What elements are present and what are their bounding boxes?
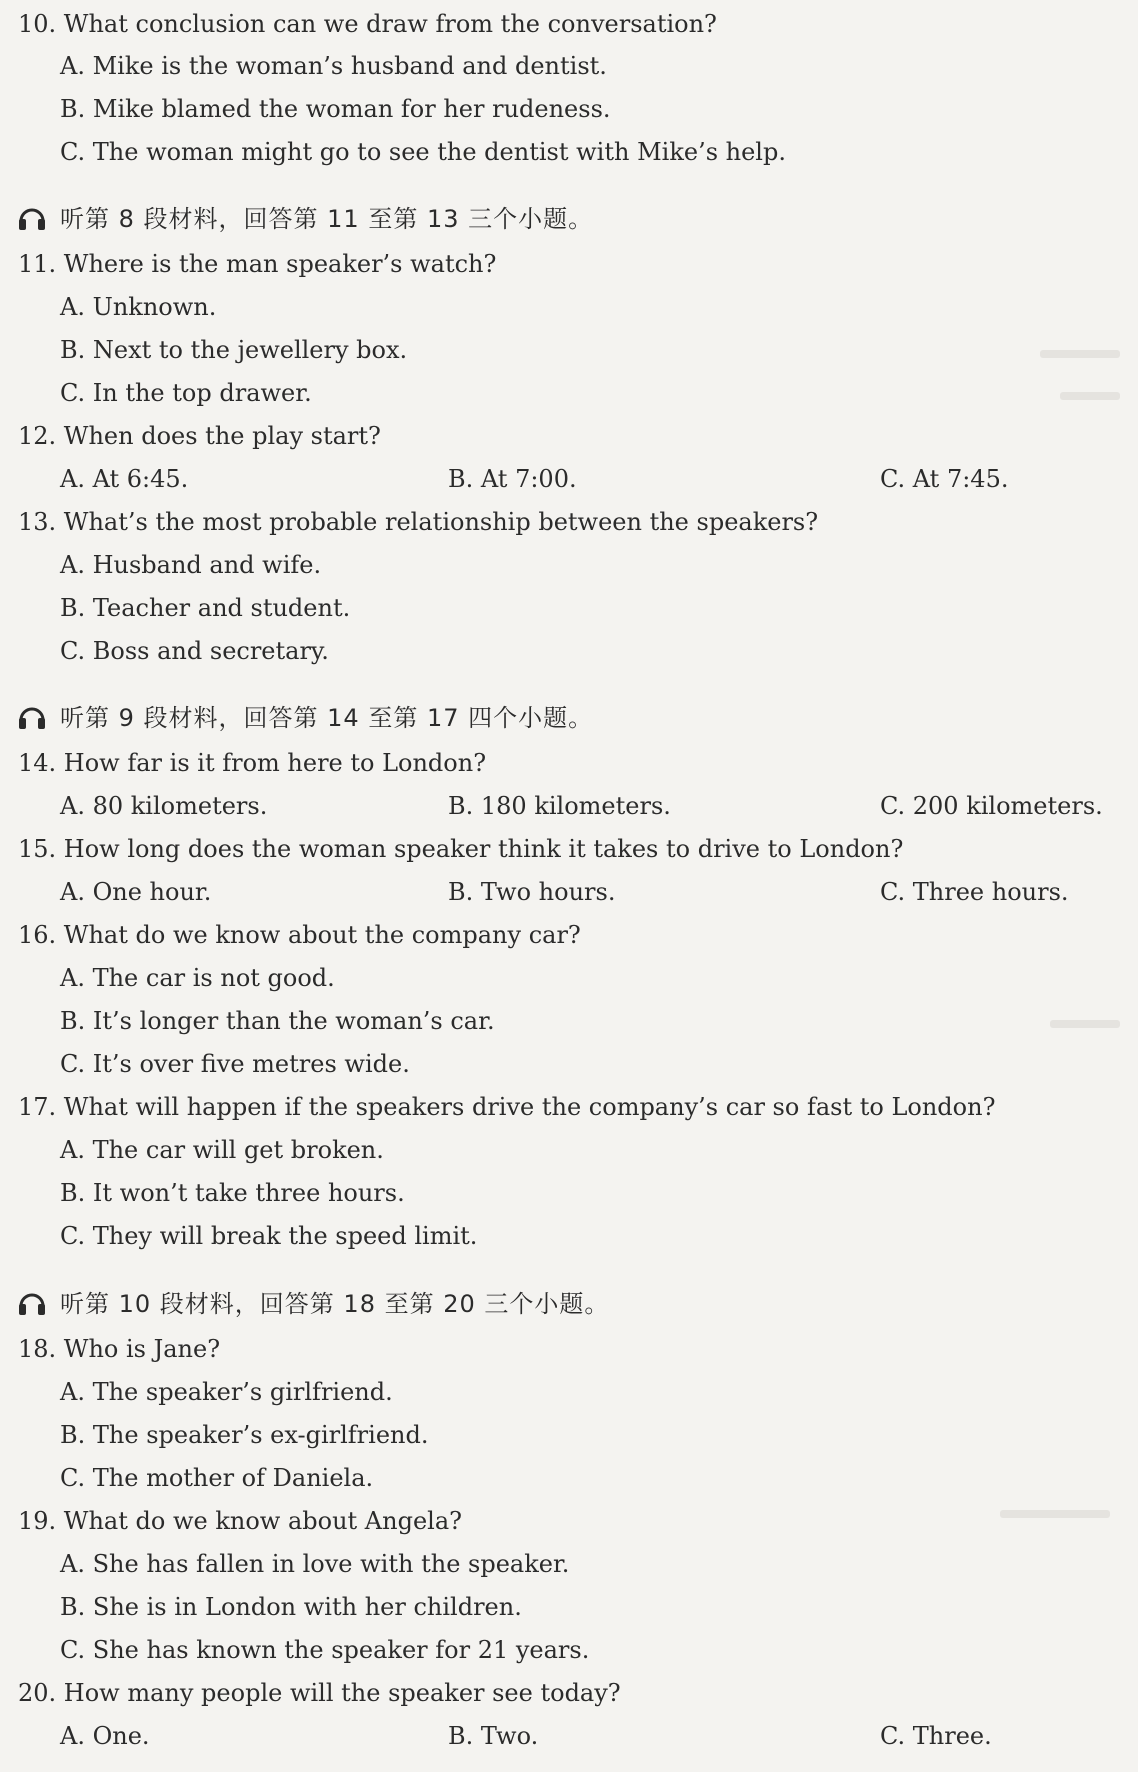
section-10-instruction: 听第 10 段材料，回答第 18 至第 20 三个小题。	[60, 1290, 610, 1318]
option-11a: A. Unknown.	[60, 293, 217, 321]
option-16b: B. It’s longer than the woman’s car.	[60, 1007, 495, 1035]
option-12b: B. At 7:00.	[448, 465, 577, 493]
question-14: 14. How far is it from here to London?	[18, 749, 487, 777]
option-20c: C. Three.	[880, 1722, 992, 1750]
question-15: 15. How long does the woman speaker think it takes to drive to London?	[18, 835, 904, 863]
question-16: 16. What do we know about the company car?	[18, 921, 581, 949]
option-13c: C. Boss and secretary.	[60, 637, 329, 665]
bleed-through-mark	[1040, 350, 1120, 358]
option-17b: B. It won’t take three hours.	[60, 1179, 405, 1207]
headphones-icon	[18, 704, 46, 730]
option-20b: B. Two.	[448, 1722, 539, 1750]
option-15c: C. Three hours.	[880, 878, 1069, 906]
option-13a: A. Husband and wife.	[60, 551, 322, 579]
option-12a: A. At 6:45.	[60, 465, 189, 493]
question-12: 12. When does the play start?	[18, 422, 381, 450]
option-11c: C. In the top drawer.	[60, 379, 312, 407]
option-14c: C. 200 kilometers.	[880, 792, 1103, 820]
option-15b: B. Two hours.	[448, 878, 616, 906]
option-19b: B. She is in London with her children.	[60, 1593, 522, 1621]
option-19c: C. She has known the speaker for 21 years.	[60, 1636, 590, 1664]
question-19: 19. What do we know about Angela?	[18, 1507, 462, 1535]
section-8-instruction: 听第 8 段材料，回答第 11 至第 13 三个小题。	[60, 205, 594, 233]
bleed-through-mark	[1050, 1020, 1120, 1028]
section-10-header	[18, 1284, 609, 1324]
option-10b: B. Mike blamed the woman for her rudeness.	[60, 95, 611, 123]
option-10a: A. Mike is the woman’s husband and dentist.	[60, 52, 607, 80]
option-15a: A. One hour.	[60, 878, 212, 906]
headphones-icon	[18, 205, 46, 231]
option-20a: A. One.	[60, 1722, 150, 1750]
option-17c: C. They will break the speed limit.	[60, 1222, 478, 1250]
option-14b: B. 180 kilometers.	[448, 792, 671, 820]
question-10: 10. What conclusion can we draw from the conversation?	[18, 10, 717, 38]
option-13b: B. Teacher and student.	[60, 594, 351, 622]
headphones-icon	[18, 1290, 46, 1316]
option-12c: C. At 7:45.	[880, 465, 1009, 493]
question-20: 20. How many people will the speaker see today?	[18, 1679, 621, 1707]
option-14a: A. 80 kilometers.	[60, 792, 268, 820]
bleed-through-mark	[1060, 392, 1120, 400]
option-18b: B. The speaker’s ex-girlfriend.	[60, 1421, 429, 1449]
section-9-header	[18, 698, 593, 738]
option-16a: A. The car is not good.	[60, 964, 335, 992]
option-18c: C. The mother of Daniela.	[60, 1464, 374, 1492]
section-8-header	[18, 199, 593, 239]
bleed-through-mark	[1000, 1510, 1110, 1518]
question-13: 13. What’s the most probable relationship between the speakers?	[18, 508, 819, 536]
option-10c: C. The woman might go to see the dentist with Mike’s help.	[60, 138, 786, 166]
option-18a: A. The speaker’s girlfriend.	[60, 1378, 393, 1406]
option-11b: B. Next to the jewellery box.	[60, 336, 408, 364]
option-16c: C. It’s over five metres wide.	[60, 1050, 410, 1078]
section-9-instruction: 听第 9 段材料，回答第 14 至第 17 四个小题。	[60, 704, 594, 732]
option-19a: A. She has fallen in love with the speaker.	[60, 1550, 570, 1578]
question-11: 11. Where is the man speaker’s watch?	[18, 250, 497, 278]
question-18: 18. Who is Jane?	[18, 1335, 221, 1363]
question-17: 17. What will happen if the speakers drive the company’s car so fast to London?	[18, 1093, 996, 1121]
option-17a: A. The car will get broken.	[60, 1136, 384, 1164]
